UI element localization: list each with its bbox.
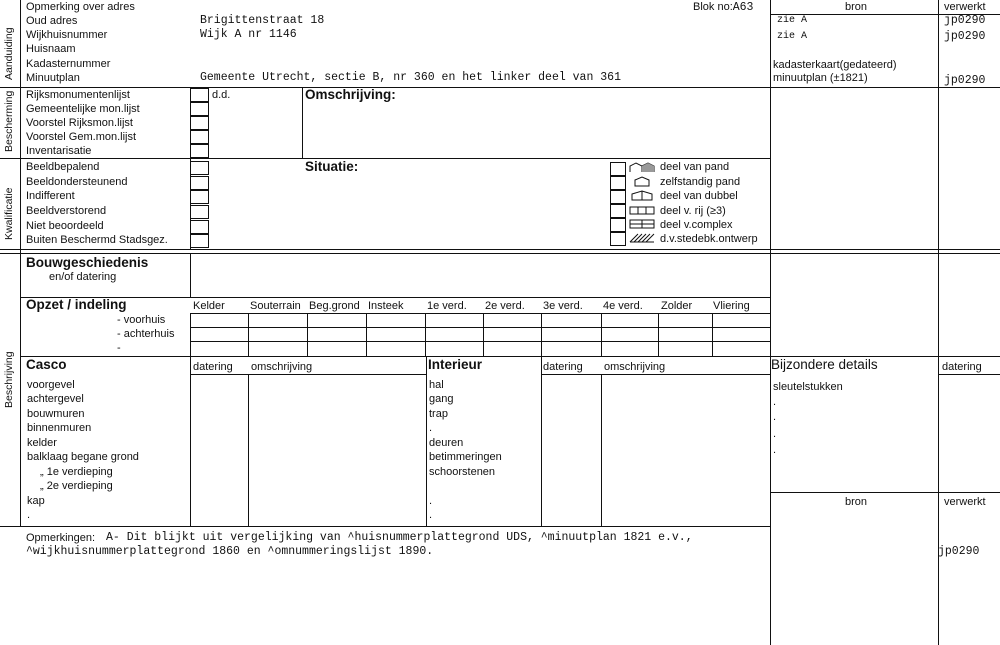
- col-1e-verd: 1e verd.: [427, 300, 467, 312]
- details-bron-header: bron: [845, 496, 868, 508]
- row-achterhuis: - achterhuis: [117, 328, 175, 340]
- kadaster-verwerkt[interactable]: jp0290: [944, 74, 986, 87]
- oud-adres-value[interactable]: Brigittenstraat 18: [200, 14, 325, 27]
- label-huisnaam: Huisnaam: [26, 43, 76, 55]
- label-niet-beoordeeld: Niet beoordeeld: [26, 220, 104, 232]
- bron-row-2[interactable]: zie A: [777, 31, 808, 42]
- interieur-gang: gang: [429, 393, 454, 405]
- interieur-trap: trap: [429, 408, 448, 420]
- casco-1e-verdieping: „ 1e verdieping: [40, 466, 113, 478]
- blok-label: Blok no:: [693, 1, 733, 13]
- interieur-deuren: deuren: [429, 437, 464, 449]
- label-beeldondersteunend: Beeldondersteunend: [26, 176, 128, 188]
- bron-row-1[interactable]: zie A: [777, 15, 808, 26]
- house-detached-icon: [628, 176, 656, 187]
- casco-kelder: kelder: [27, 437, 57, 449]
- situatie-deel-v-complex: deel v.complex: [660, 219, 733, 231]
- section-beschrijving: Beschrijving: [3, 351, 15, 408]
- casco-bouwmuren: bouwmuren: [27, 408, 85, 420]
- col-souterrain: Souterrain: [250, 300, 301, 312]
- label-wijkhuisnummer: Wijkhuisnummer: [26, 29, 108, 41]
- casco-achtergevel: achtergevel: [27, 393, 84, 405]
- details-verwerkt-header: verwerkt: [944, 496, 986, 508]
- house-row-icon: [628, 204, 656, 215]
- details-extra-2: .: [773, 411, 777, 423]
- label-inventarisatie: Inventarisatie: [26, 145, 92, 157]
- interieur-schoorstenen: schoorstenen: [429, 466, 496, 478]
- situatie-stedebk-ontwerp: d.v.stedebk.ontwerp: [660, 233, 758, 245]
- checkbox-beeldverstorend[interactable]: [190, 205, 209, 219]
- details-extra-4: .: [773, 444, 777, 456]
- checkbox-deel-van-dubbel[interactable]: [610, 190, 626, 204]
- col-3e-verd: 3e verd.: [543, 300, 583, 312]
- opmerkingen-line-1[interactable]: A- Dit blijkt uit vergelijking van ^huisnummerplattegrond UDS, ^minuutplan 1821 e.v.,: [106, 531, 693, 544]
- interieur-betimmeringen: betimmeringen: [429, 451, 502, 463]
- label-oud-adres: Oud adres: [26, 15, 78, 27]
- opmerkingen-label: Opmerkingen:: [26, 532, 96, 544]
- interieur-datering-header: datering: [543, 361, 583, 373]
- blok-value[interactable]: A63: [732, 1, 754, 14]
- blok-number: [693, 0, 753, 15]
- checkbox-deel-van-pand[interactable]: [610, 162, 626, 176]
- house-complex-icon: [628, 218, 656, 229]
- wijkhuisnummer-value[interactable]: Wijk A nr 1146: [200, 28, 297, 41]
- label-beeldbepalend: Beeldbepalend: [26, 161, 100, 173]
- label-indifferent: Indifferent: [26, 190, 75, 202]
- details-sleutelstukken: sleutelstukken: [773, 381, 843, 393]
- casco-voorgevel: voorgevel: [27, 379, 75, 391]
- checkbox-inventarisatie[interactable]: [190, 144, 209, 158]
- section-bescherming: Bescherming: [3, 90, 15, 152]
- interieur-omschrijving-header: omschrijving: [604, 361, 666, 373]
- label-voorstel-gemmon: Voorstel Gem.mon.lijst: [26, 131, 137, 143]
- bron-header: bron: [845, 1, 868, 13]
- checkbox-deel-v-rij[interactable]: [610, 204, 626, 218]
- details-datering-header: datering: [942, 361, 982, 373]
- label-minuutplan: Minuutplan: [26, 72, 80, 84]
- house-semi-icon: [628, 190, 656, 201]
- kadasterkaart-label: kadasterkaart(gedateerd): [773, 59, 897, 71]
- situatie-deel-van-pand: deel van pand: [660, 161, 730, 173]
- dd-label: d.d.: [212, 89, 231, 101]
- col-2e-verd: 2e verd.: [485, 300, 525, 312]
- row-voorhuis: - voorhuis: [117, 314, 166, 326]
- casco-datering-header: datering: [193, 361, 233, 373]
- checkbox-indifferent[interactable]: [190, 190, 209, 204]
- checkbox-rijksmonumentenlijst[interactable]: [190, 88, 209, 102]
- label-gemeentelijke-mon-lijst: Gemeentelijke mon.lijst: [26, 103, 140, 115]
- casco-balklaag: balklaag begane grond: [27, 451, 139, 463]
- checkbox-zelfstandig-pand[interactable]: [610, 176, 626, 190]
- datering-label: en/of datering: [49, 271, 117, 283]
- checkbox-stedebk-ontwerp[interactable]: [610, 232, 626, 246]
- checkbox-gemeentelijke[interactable]: [190, 102, 209, 116]
- checkbox-beeldondersteunend[interactable]: [190, 176, 209, 190]
- interieur-hal: hal: [429, 379, 444, 391]
- label-voorstel-rijksmon: Voorstel Rijksmon.lijst: [26, 117, 133, 129]
- situatie-zelfstandig-pand: zelfstandig pand: [660, 176, 741, 188]
- interieur-extra-3: .: [429, 509, 433, 521]
- label-rijksmonumentenlijst: Rijksmonumentenlijst: [26, 89, 130, 101]
- details-extra-1: .: [773, 396, 777, 408]
- verwerkt-row-2[interactable]: jp0290: [944, 30, 986, 43]
- checkbox-beeldbepalend[interactable]: [190, 161, 209, 175]
- interieur-extra-1: .: [429, 422, 433, 434]
- casco-extra: .: [27, 509, 31, 521]
- col-kelder: Kelder: [193, 300, 225, 312]
- checkbox-voorstel-gemmon[interactable]: [190, 130, 209, 144]
- minuutplan-value[interactable]: Gemeente Utrecht, sectie B, nr 360 en het linker deel van 361: [200, 71, 621, 84]
- col-4e-verd: 4e verd.: [603, 300, 643, 312]
- checkbox-niet-beoordeeld[interactable]: [190, 220, 209, 234]
- section-aanduiding: Aanduiding: [3, 27, 15, 80]
- section-kwalificatie: Kwalificatie: [3, 187, 15, 240]
- col-zolder: Zolder: [661, 300, 693, 312]
- omschrijving-label: Omschrijving:: [305, 87, 396, 102]
- checkbox-deel-v-complex[interactable]: [610, 218, 626, 232]
- col-insteek: Insteek: [368, 300, 404, 312]
- opmerkingen-verwerkt[interactable]: jp0290: [938, 545, 980, 558]
- row-other: -: [117, 342, 121, 354]
- opzet-indeling-label: Opzet / indeling: [26, 297, 127, 312]
- details-extra-3: .: [773, 428, 777, 440]
- details-title: Bijzondere details: [771, 357, 878, 372]
- verwerkt-row-1[interactable]: jp0290: [944, 14, 986, 27]
- label-opmerking-adres: Opmerking over adres: [26, 1, 135, 13]
- situatie-deel-v-rij: deel v. rij (≥3): [660, 205, 726, 217]
- casco-2e-verdieping: „ 2e verdieping: [40, 480, 113, 492]
- bouwgeschiedenis-label: Bouwgeschiedenis: [26, 255, 149, 270]
- casco-omschrijving-header: omschrijving: [251, 361, 313, 373]
- verwerkt-header: verwerkt: [944, 1, 986, 13]
- interieur-title: Interieur: [428, 357, 483, 372]
- situatie-label: Situatie:: [305, 159, 359, 174]
- checkbox-buiten-beschermd[interactable]: [190, 234, 209, 248]
- minuutplan-bron-label: minuutplan (±1821): [773, 72, 868, 84]
- opmerkingen-line-2[interactable]: ^wijkhuisnummerplattegrond 1860 en ^omnummeringslijst 1890.: [26, 545, 434, 558]
- col-vliering: Vliering: [713, 300, 750, 312]
- interieur-extra-2: .: [429, 495, 433, 507]
- casco-binnenmuren: binnenmuren: [27, 422, 92, 434]
- label-beeldverstorend: Beeldverstorend: [26, 205, 107, 217]
- casco-title: Casco: [26, 357, 67, 372]
- house-part-icon: [628, 162, 656, 173]
- casco-kap: kap: [27, 495, 45, 507]
- situatie-deel-van-dubbel: deel van dubbel: [660, 190, 738, 202]
- label-buiten-beschermd: Buiten Beschermd Stadsgez.: [26, 234, 168, 246]
- urban-design-icon: [628, 232, 656, 243]
- col-beg-grond: Beg.grond: [309, 300, 360, 312]
- label-kadasternummer: Kadasternummer: [26, 58, 111, 70]
- checkbox-voorstel-rijksmon[interactable]: [190, 116, 209, 130]
